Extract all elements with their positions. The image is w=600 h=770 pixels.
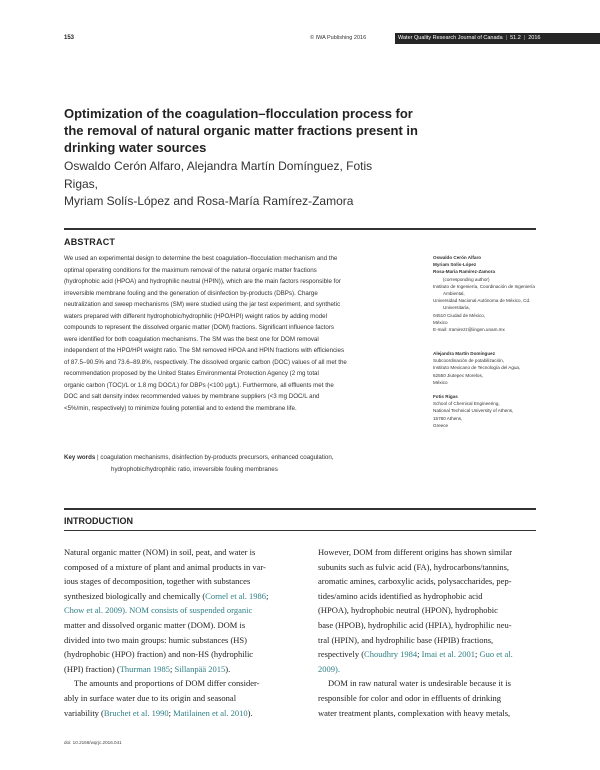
abstract-line: We used an experimental design to determine the best coagulation–flocculation mechanism and the — [64, 255, 338, 262]
abstract-line: compounds to represent the dissolved organic matter (DOM) fractions. Significant influence factors — [64, 324, 334, 331]
affiliation-block — [433, 254, 548, 333]
body-line — [318, 647, 528, 662]
body-line — [64, 560, 274, 575]
body-text: ; — [417, 649, 422, 660]
abstract-line: irreversible membrane fouling and the generation of disinfection by-products (DBPs). Charge — [64, 289, 318, 297]
affiliation-author: Rosa-María Ramírez-Zamora — [433, 269, 496, 275]
citation-link[interactable]: ). NOM consists of suspended organic — [122, 605, 253, 616]
intro-left-column — [64, 545, 274, 720]
affiliation-email[interactable]: E-mail: rramirezz@iingen.unam.mx — [433, 327, 505, 333]
body-line — [318, 662, 528, 677]
section-rule — [64, 530, 536, 531]
body-text: subunits such as fulvic acid (FA), hydrocarbons/tannins, — [318, 561, 510, 572]
body-line — [318, 603, 528, 618]
body-line — [64, 691, 274, 706]
introduction-heading: INTRODUCTION — [64, 516, 133, 526]
body-line — [318, 574, 528, 589]
title-line: the removal of natural organic matter fractions present in — [64, 123, 418, 138]
body-text: ious stages of decomposition, together with substances — [64, 576, 251, 587]
body-text: ; — [475, 649, 480, 660]
abstract-line: recommendation proposed by the United States Environmental Protection Agency (2 mg total — [64, 370, 319, 377]
citation-link[interactable]: Matilainen et al. 2010 — [173, 707, 248, 718]
body-text: aromatic amines, carboxylic acids, polysaccharides, pep- — [318, 576, 512, 587]
abstract-line: DOC and salt density index recommended values by membrane suppliers (<3 mg DOC/L and — [64, 393, 320, 400]
abstract-line: (hydrophobic acid (HPOA) and hydrophilic neutral (HPIN)), which are the main factors responsible for — [64, 278, 341, 285]
keywords-line: coagulation mechanisms, disinfection by-products precursors, enhanced coagulation, — [100, 454, 334, 461]
section-rule — [64, 228, 536, 230]
keywords-label: Key words — [64, 454, 96, 461]
body-line — [64, 676, 274, 691]
body-line — [64, 706, 274, 721]
affiliation-line: 04510 Ciudad de México, — [433, 312, 486, 318]
publisher-line: © IWA Publishing 2016 — [310, 35, 367, 41]
body-line — [64, 589, 274, 604]
body-line — [318, 545, 528, 560]
affiliation-line: Subcoordinación de potabilización, — [433, 358, 504, 364]
citation-link[interactable]: Imai et al. 2001 — [421, 649, 476, 660]
body-text: (hydrophobic (HPO) fraction) and non-HS (hydrophilic — [64, 649, 254, 660]
citation-link[interactable]: Chow et al. 2009 — [64, 605, 123, 616]
body-text: responsible for color and odor in effluents of drinking — [318, 692, 502, 703]
body-line — [64, 603, 274, 618]
body-text: divided into two main groups: humic substances (HS) — [64, 634, 247, 645]
body-text: ; — [266, 590, 269, 601]
body-text: water treatment plants, complexation with heavy metals, — [318, 707, 511, 718]
abstract-body — [64, 253, 410, 414]
body-text: (HPI) fraction) ( — [64, 663, 120, 674]
abstract-line: organic carbon (TOC)/L or 1.8 mg DOC/L) for DBPs (<100 μg/L). Furthermore, all effluents met the — [64, 381, 334, 389]
body-line — [318, 676, 528, 691]
body-text: DOM in raw natural water is undesirable because it is — [328, 678, 511, 689]
abstract-line: of 87.5–90.5% and 73.6–89.8%, respectively. The dissolved organic carbon (DOC) values of all met the — [64, 358, 347, 366]
body-text: tides/amino acids identified as hydrophobic acid — [318, 590, 483, 601]
body-text: ). — [247, 707, 253, 718]
body-line — [318, 691, 528, 706]
body-text: Natural organic matter (NOM) in soil, peat, and water is — [64, 547, 256, 557]
affiliation-line: 62550 Jiutepec Morelos, — [433, 372, 484, 378]
article-title — [64, 105, 444, 156]
body-text: However, DOM from different origins has shown similar — [318, 547, 513, 557]
journal-bar: Water Quality Research Journal of Canada | 51.2 | 2016 — [395, 33, 600, 44]
body-line — [64, 618, 274, 633]
affiliation-block — [433, 393, 548, 429]
doi[interactable]: doi: 10.2166/wqrjc.2016.041 — [64, 740, 122, 745]
body-text: synthesized biologically and chemically ( — [64, 590, 206, 601]
body-line — [318, 633, 528, 648]
abstract-line: independent of the HPO/HPI weight ratio. The SM removed HPOA and HPIN fractions with efficiencies — [64, 347, 345, 354]
affiliation-line: 15780 Athens, — [433, 415, 463, 421]
body-line — [64, 545, 274, 560]
affiliation-line: Ambiental, — [443, 291, 465, 297]
body-text: respectively ( — [318, 649, 365, 660]
body-line — [64, 662, 274, 677]
body-text: ). — [225, 663, 231, 674]
journal-name: Water Quality Research Journal of Canada — [398, 35, 503, 41]
body-text: (HPOA), hydrophobic neutral (HPON), hydrophobic — [318, 605, 498, 616]
body-line — [64, 647, 274, 662]
abstract-line: optimal operating conditions for the maximum removal of the natural organic matter fractions — [64, 266, 317, 274]
body-text: matter and dissolved organic matter (DOM). DOM is — [64, 619, 246, 630]
affiliation-line: School of Chemical Engineering, — [433, 401, 500, 407]
abstract-line: waters prepared with different hydrophobic/hydrophilic (HPO/HPI) weight ratios by adding model — [64, 312, 327, 320]
author-line: Oswaldo Cerón Alfaro, Alejandra Martín Domínguez, Fotis Rigas, — [64, 159, 373, 191]
running-header — [64, 35, 541, 44]
citation-link[interactable]: Choudhry 1984 — [364, 649, 418, 660]
body-line — [318, 706, 528, 721]
affiliation-author: Myriam Solís-López — [433, 262, 477, 268]
author-list — [64, 158, 394, 211]
body-text: ; — [168, 707, 174, 718]
body-text: ably in surface water due to its origin and seasonal — [64, 692, 237, 703]
body-line — [64, 574, 274, 589]
citation-link[interactable]: 2009 — [318, 663, 335, 674]
body-line — [64, 633, 274, 648]
abstract-heading: ABSTRACT — [64, 237, 116, 247]
page-number: 153 — [64, 35, 75, 41]
abstract-line: neutralization and sweep mechanisms (SM) were studied using the jar test experiment, and synthetic — [64, 301, 341, 308]
affiliation-line: Instituto Mexicano de Tecnología del Agua, — [433, 365, 521, 371]
affiliation-author: Fotis Rigas — [433, 394, 458, 399]
citation-link[interactable]: Bruchet et al. 1990 — [103, 707, 169, 718]
affiliation-line: National Technical University of Athens, — [433, 408, 514, 414]
affiliation-line: Universidad Nacional Autónoma de México, Cd. — [433, 298, 531, 304]
affiliation-author: Oswaldo Cerón Alfaro — [433, 255, 482, 260]
affiliation-block — [433, 350, 548, 386]
citation-link[interactable]: Sillanpää 2015 — [174, 663, 226, 674]
affiliation-line: Instituto de Ingeniería, Coordinación de Ingeniería — [433, 283, 535, 289]
affiliation-line: México — [433, 319, 448, 325]
body-text: The amounts and proportions of DOM differ consider- — [74, 678, 260, 689]
body-line — [318, 618, 528, 633]
section-rule — [64, 508, 536, 510]
affiliation-line: Universitaria, — [443, 305, 470, 311]
body-text: base (HPOB), hydrophilic acid (HPIA), hydrophilic neu- — [318, 619, 512, 630]
body-text: ; — [170, 663, 175, 674]
intro-right-column — [318, 545, 528, 720]
body-text: variability ( — [64, 707, 104, 718]
keywords-line: hydrophobic/hydrophilic ratio, irreversible fouling membranes — [111, 465, 278, 473]
citation-link[interactable]: Cornel et al. 1986 — [205, 590, 267, 601]
affiliation-author: Alejandra Martín Domínguez — [433, 351, 496, 356]
affiliation-line: México — [433, 379, 448, 385]
citation-link[interactable]: Thurman 1985 — [119, 663, 170, 674]
keywords: Key words | coagulation mechanisms, disinfection by-products precursors, enhanced coagulation, hydrophobic/hydrophilic ratio, irreversible fouling membranes — [64, 452, 424, 475]
body-text: composed of a mixture of plant and animal products in var- — [64, 561, 266, 572]
abstract-line: were identified for both coagulation mechanisms. The SM was the best one for DOM removal — [64, 335, 319, 343]
citation-link[interactable]: Guo et al. — [479, 649, 513, 660]
title-line: Optimization of the coagulation–flocculation process for — [64, 106, 413, 121]
body-text: tral (HPIN), and hydrophilic base (HPIB) fractions, — [318, 634, 494, 645]
author-line: Myriam Solís-López and Rosa-María Ramírez-Zamora — [64, 194, 354, 208]
affiliation-line: (corresponding author) — [443, 276, 490, 282]
affiliation-line: Greece — [433, 422, 449, 428]
journal-volume: 51.2 — [510, 35, 521, 41]
title-line: drinking water sources — [64, 140, 207, 155]
body-line — [318, 560, 528, 575]
body-line — [318, 589, 528, 604]
citation-link[interactable]: ). — [335, 663, 340, 674]
journal-year: 2016 — [528, 35, 541, 41]
abstract-line: <5%/min, respectively) to minimize fouling potential and to extend the membrane life. — [64, 404, 297, 412]
